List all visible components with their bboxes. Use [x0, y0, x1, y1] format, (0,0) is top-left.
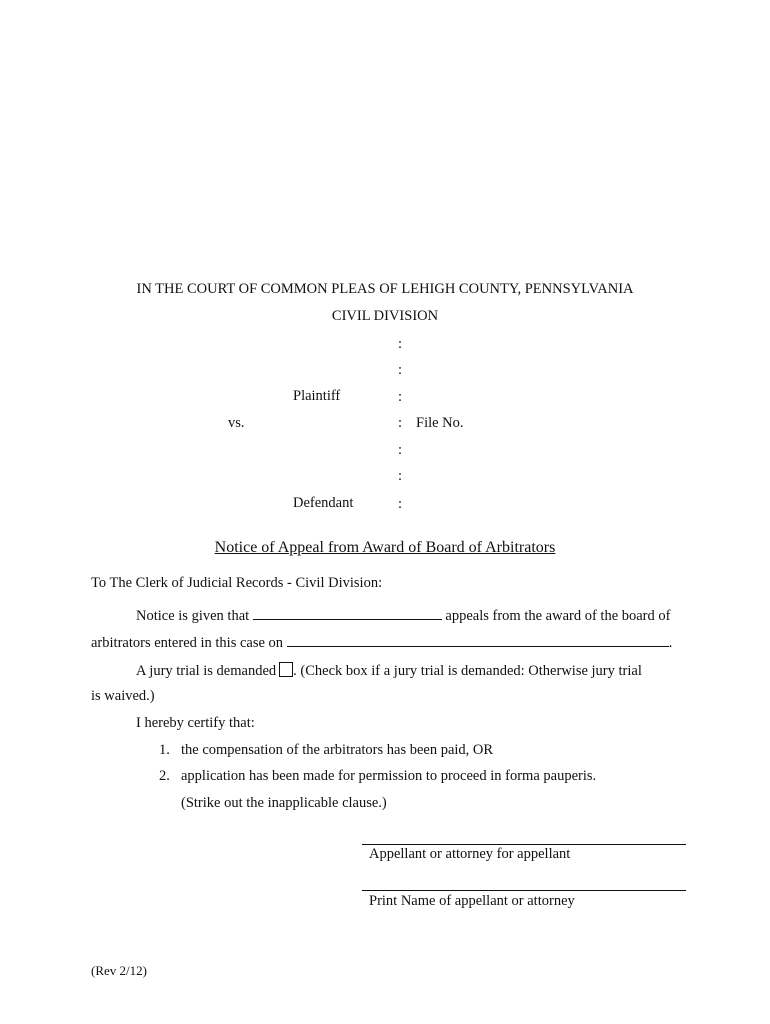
arbitrators-suffix: . — [668, 635, 673, 651]
jury-continued: is waived.) — [91, 688, 155, 704]
print-name-line[interactable] — [362, 890, 686, 891]
notice-suffix: appeals from the award of the board of — [445, 608, 671, 624]
caption-colon: : — [398, 415, 403, 431]
strike-note: (Strike out the inapplicable clause.) — [181, 795, 387, 811]
caption-colon: : — [398, 362, 403, 378]
award-date-blank-field[interactable] — [287, 645, 669, 647]
certify-item-text: application has been made for permission to proceed in forma pauperis. — [181, 768, 597, 784]
document-title: Notice of Appeal from Award of Board of Arbitrators — [214, 539, 556, 556]
file-number-label: File No. — [416, 415, 464, 431]
certify-line: I hereby certify that: — [136, 715, 255, 731]
certify-item-number: 1. — [159, 742, 170, 758]
arbitrators-line — [91, 635, 672, 652]
vs-label: vs. — [228, 415, 245, 431]
print-name-label: Print Name of appellant or attorney — [369, 893, 575, 909]
notice-prefix: Notice is given that — [136, 608, 250, 624]
jury-prefix: A jury trial is demanded — [136, 663, 277, 679]
defendant-label: Defendant — [293, 495, 354, 511]
caption-colon: : — [398, 336, 403, 352]
revision-footer: (Rev 2/12) — [91, 963, 147, 978]
caption-colon: : — [398, 468, 403, 484]
jury-line — [136, 662, 642, 680]
certify-item-number: 2. — [159, 768, 170, 784]
appellant-blank-field[interactable] — [253, 618, 442, 620]
jury-suffix: . (Check box if a jury trial is demanded: Otherwise jury trial — [293, 663, 642, 679]
division-heading: CIVIL DIVISION — [331, 308, 439, 324]
appellant-signature-label: Appellant or attorney for appellant — [369, 846, 571, 862]
plaintiff-label: Plaintiff — [293, 388, 341, 404]
caption-colon: : — [398, 442, 403, 458]
caption-colon: : — [398, 496, 403, 512]
jury-trial-checkbox[interactable] — [279, 662, 293, 677]
caption-colon: : — [398, 389, 403, 405]
arbitrators-prefix: arbitrators entered in this case on — [91, 635, 284, 651]
appellant-signature-line[interactable] — [362, 844, 686, 845]
court-heading: IN THE COURT OF COMMON PLEAS OF LEHIGH COUNTY, PENNSYLVANIA — [136, 281, 634, 297]
certify-item-text: the compensation of the arbitrators has been paid, OR — [181, 742, 494, 758]
salutation: To The Clerk of Judicial Records - Civil Division: — [91, 575, 383, 591]
notice-line — [136, 608, 670, 625]
